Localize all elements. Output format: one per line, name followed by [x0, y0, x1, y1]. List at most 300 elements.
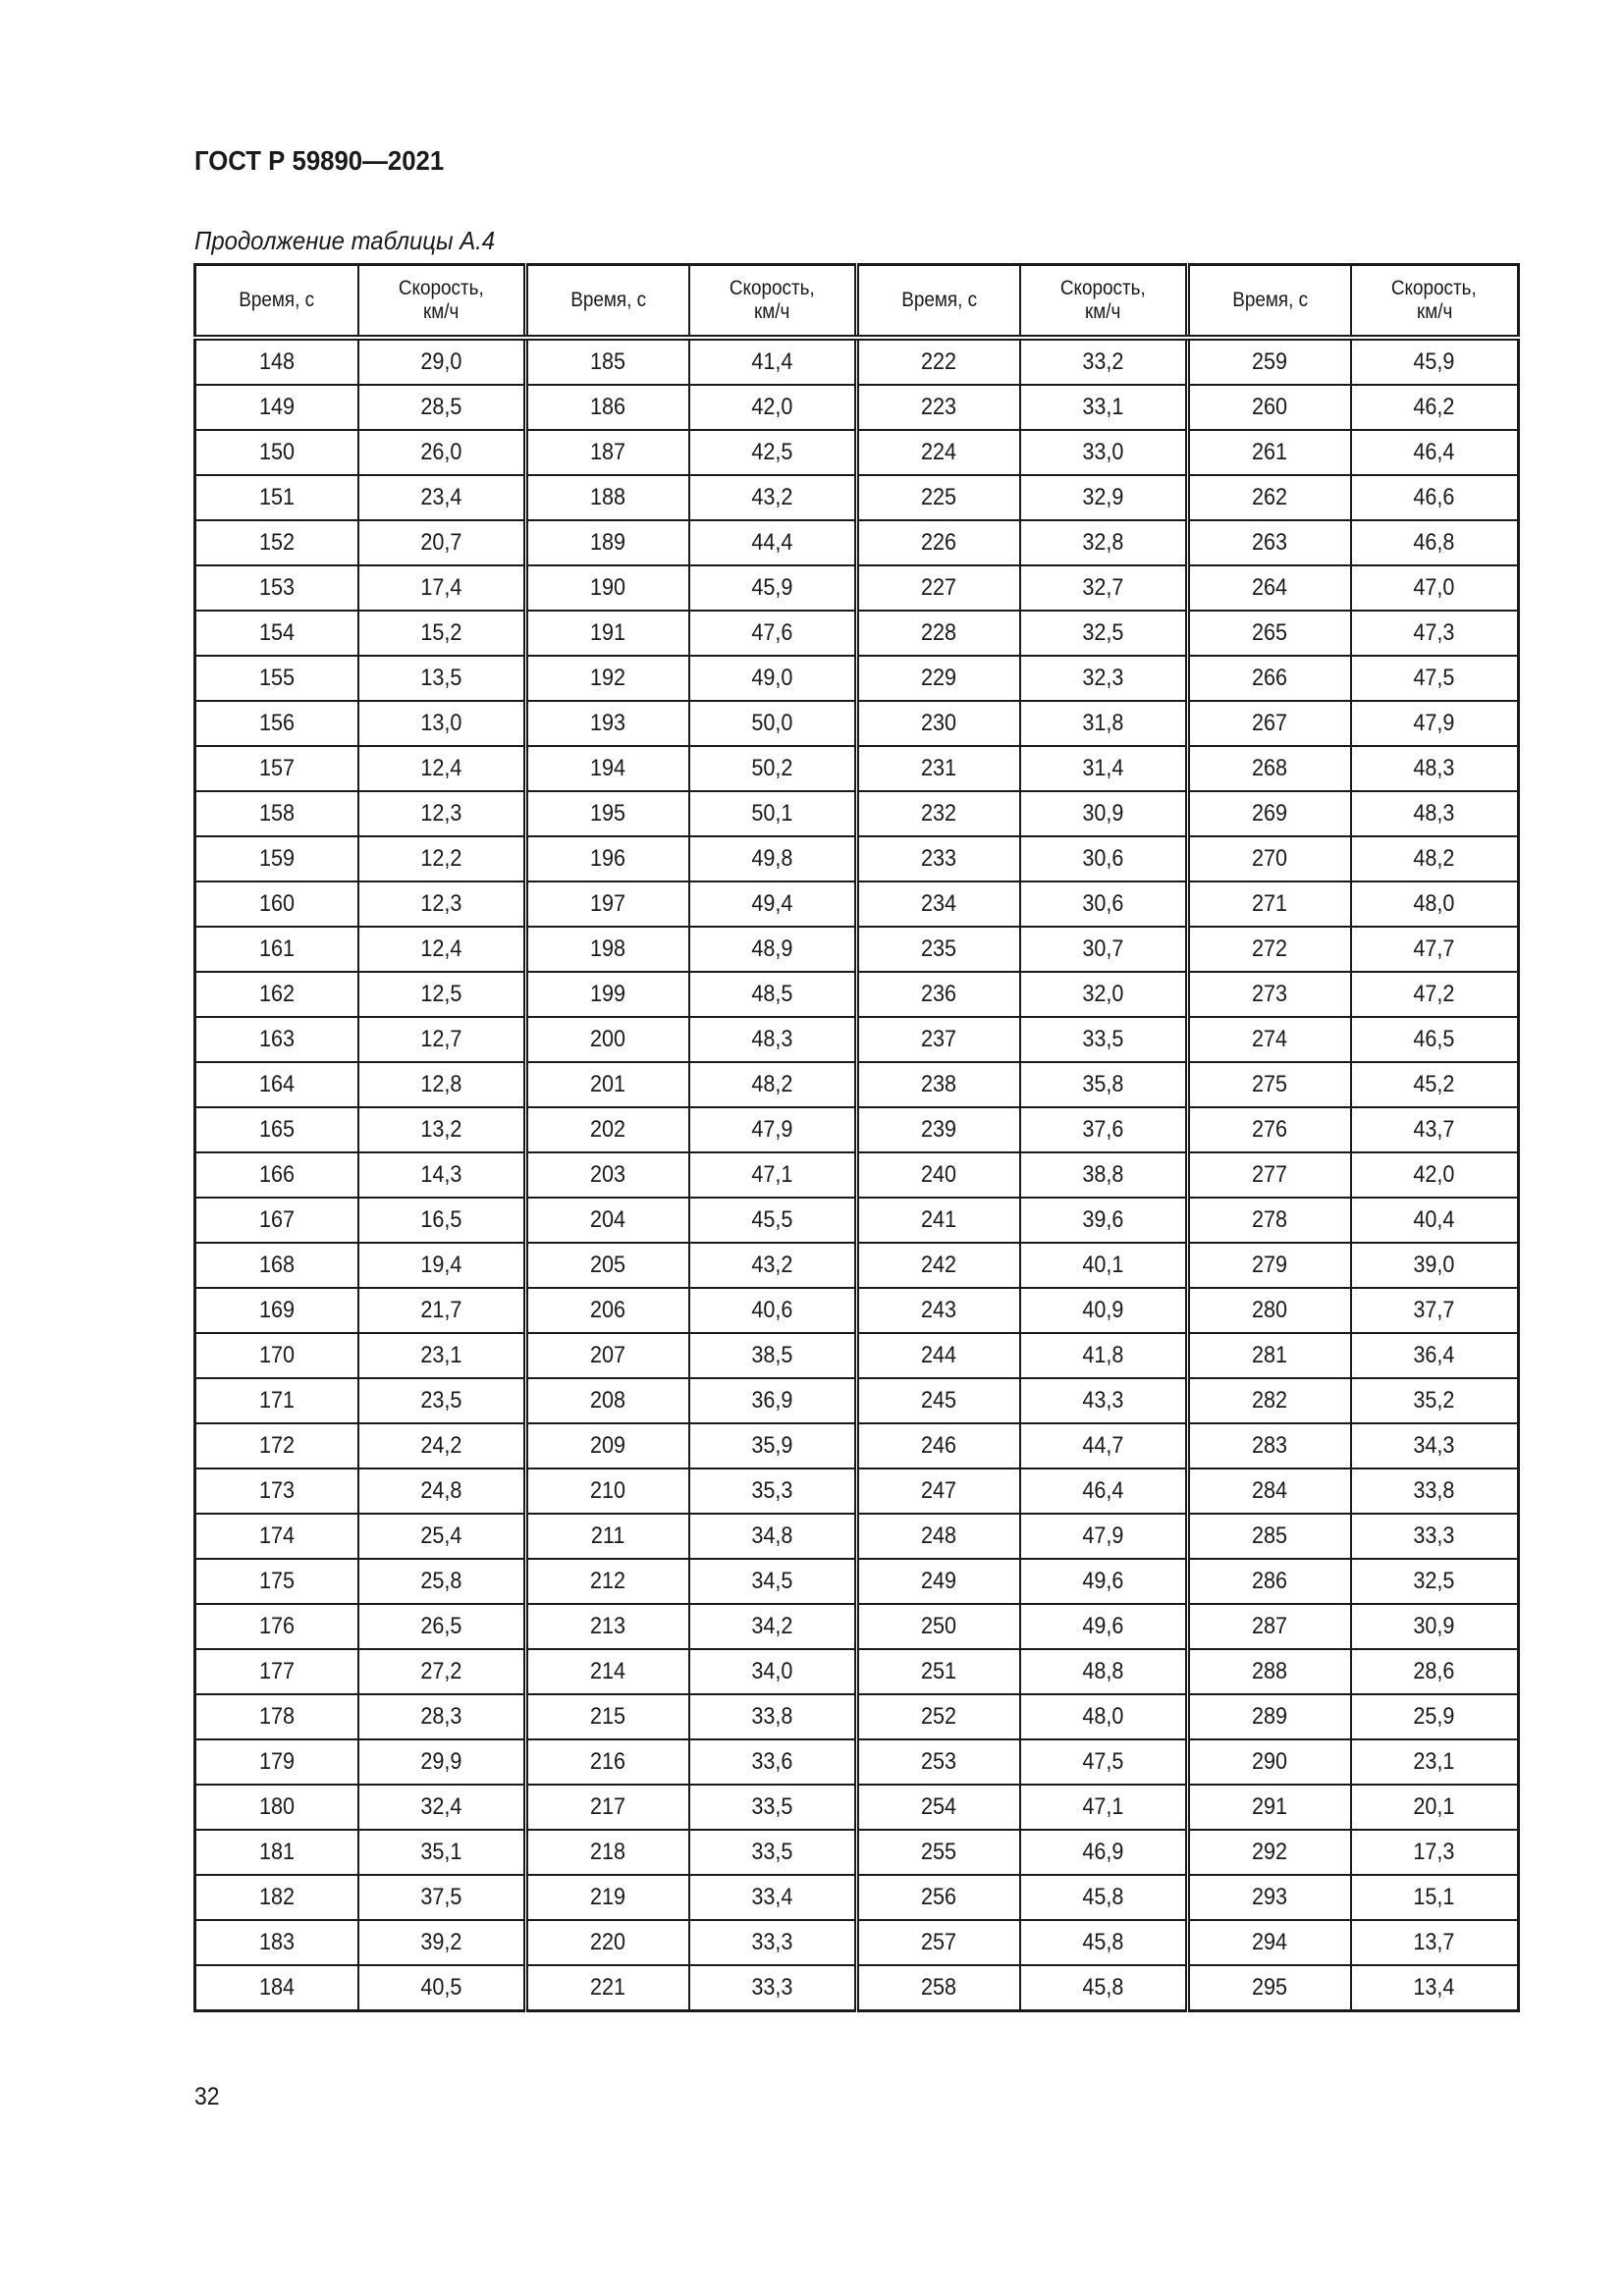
- time-value: 214: [590, 1658, 626, 1684]
- speed-cell: [1351, 1423, 1519, 1468]
- table-row: [195, 1830, 1519, 1875]
- speed-cell: [689, 836, 857, 881]
- speed-value: 48,3: [751, 1026, 793, 1052]
- time-value: 165: [258, 1116, 295, 1143]
- header-speed: [358, 265, 526, 339]
- time-cell: [526, 972, 689, 1017]
- time-cell: [526, 927, 689, 972]
- speed-cell: [1020, 1152, 1188, 1198]
- speed-value: 49,6: [1082, 1568, 1124, 1594]
- speed-cell: [358, 1198, 526, 1243]
- time-value: 237: [921, 1026, 957, 1052]
- speed-cell: [1351, 1514, 1519, 1559]
- speed-cell: [689, 1739, 857, 1785]
- time-value: 250: [921, 1613, 957, 1639]
- time-value: 247: [921, 1477, 957, 1504]
- time-value: 204: [590, 1206, 626, 1233]
- time-cell: [526, 1514, 689, 1559]
- time-cell: [526, 1288, 689, 1333]
- time-cell: [195, 656, 358, 701]
- speed-value: 33,6: [751, 1748, 793, 1775]
- time-value: 248: [921, 1522, 957, 1549]
- speed-value: 38,5: [751, 1342, 793, 1368]
- time-cell: [857, 927, 1020, 972]
- speed-cell: [358, 1333, 526, 1378]
- speed-value: 40,4: [1413, 1206, 1455, 1233]
- time-value: 254: [921, 1793, 957, 1820]
- speed-value: 47,5: [1413, 665, 1455, 691]
- speed-value: 48,3: [1413, 800, 1455, 827]
- speed-cell: [689, 1243, 857, 1288]
- time-value: 171: [258, 1387, 295, 1414]
- time-cell: [195, 701, 358, 746]
- speed-cell: [689, 881, 857, 927]
- speed-cell: [689, 1965, 857, 2011]
- speed-cell: [1351, 836, 1519, 881]
- speed-value: 32,5: [1413, 1568, 1455, 1594]
- time-value: 203: [590, 1161, 626, 1188]
- speed-value: 35,8: [1082, 1071, 1124, 1097]
- speed-cell: [689, 791, 857, 836]
- speed-value: 35,1: [420, 1839, 462, 1865]
- time-cell: [195, 565, 358, 611]
- table-row: [195, 791, 1519, 836]
- speed-cell: [689, 1514, 857, 1559]
- header-time-label: Время, с: [569, 289, 646, 311]
- time-cell: [195, 1920, 358, 1965]
- time-value: 240: [921, 1161, 957, 1188]
- header-time-label: Время, с: [900, 289, 977, 311]
- time-value: 235: [921, 935, 957, 962]
- time-value: 255: [921, 1839, 957, 1865]
- time-cell: [857, 1378, 1020, 1423]
- time-value: 252: [921, 1703, 957, 1730]
- table-row: [195, 1423, 1519, 1468]
- time-cell: [195, 1333, 358, 1378]
- speed-cell: [689, 1785, 857, 1830]
- time-value: 241: [921, 1206, 957, 1233]
- speed-cell: [1351, 1107, 1519, 1152]
- time-value: 161: [258, 935, 295, 962]
- time-cell: [195, 1198, 358, 1243]
- time-value: 267: [1252, 710, 1288, 736]
- speed-value: 39,6: [1082, 1206, 1124, 1233]
- speed-value: 47,2: [1413, 981, 1455, 1007]
- speed-cell: [689, 972, 857, 1017]
- speed-cell: [689, 1559, 857, 1604]
- speed-value: 12,4: [420, 755, 462, 781]
- speed-cell: [1020, 1468, 1188, 1514]
- speed-value: 13,4: [1413, 1974, 1455, 2001]
- speed-value: 13,5: [420, 665, 462, 691]
- speed-value: 30,9: [1413, 1613, 1455, 1639]
- time-cell: [526, 1062, 689, 1107]
- speed-cell: [689, 1152, 857, 1198]
- speed-cell: [1020, 1739, 1188, 1785]
- speed-cell: [689, 1423, 857, 1468]
- speed-value: 17,3: [1413, 1839, 1455, 1865]
- time-cell: [195, 1468, 358, 1514]
- time-value: 243: [921, 1297, 957, 1323]
- time-cell: [857, 1785, 1020, 1830]
- speed-value: 46,2: [1413, 394, 1455, 420]
- time-cell: [526, 836, 689, 881]
- time-value: 278: [1252, 1206, 1288, 1233]
- time-cell: [526, 1830, 689, 1875]
- time-cell: [1188, 701, 1351, 746]
- time-value: 164: [258, 1071, 295, 1097]
- header-speed-unit: км/ч: [754, 300, 790, 323]
- speed-cell: [1351, 1243, 1519, 1288]
- speed-cell: [358, 1739, 526, 1785]
- speed-value: 25,9: [1413, 1703, 1455, 1730]
- speed-cell: [1351, 656, 1519, 701]
- time-value: 281: [1252, 1342, 1288, 1368]
- time-value: 262: [1252, 484, 1288, 510]
- time-cell: [195, 1649, 358, 1694]
- time-value: 225: [921, 484, 957, 510]
- time-value: 232: [921, 800, 957, 827]
- speed-cell: [1351, 1920, 1519, 1965]
- table-row: [195, 565, 1519, 611]
- speed-cell: [689, 701, 857, 746]
- time-value: 249: [921, 1568, 957, 1594]
- time-value: 273: [1252, 981, 1288, 1007]
- time-cell: [857, 656, 1020, 701]
- speed-value: 20,7: [420, 529, 462, 556]
- time-cell: [195, 972, 358, 1017]
- time-cell: [1188, 565, 1351, 611]
- time-cell: [1188, 611, 1351, 656]
- time-cell: [1188, 1333, 1351, 1378]
- time-cell: [195, 1378, 358, 1423]
- time-cell: [857, 746, 1020, 791]
- time-value: 295: [1252, 1974, 1288, 2001]
- table-row: [195, 1920, 1519, 1965]
- time-cell: [195, 338, 358, 385]
- speed-value: 39,0: [1413, 1252, 1455, 1278]
- time-value: 245: [921, 1387, 957, 1414]
- speed-value: 42,5: [751, 439, 793, 465]
- speed-value: 23,4: [420, 484, 462, 510]
- time-value: 283: [1252, 1432, 1288, 1459]
- time-cell: [526, 1468, 689, 1514]
- header-speed-unit: км/ч: [423, 300, 460, 323]
- time-value: 177: [258, 1658, 295, 1684]
- time-value: 175: [258, 1568, 295, 1594]
- speed-value: 14,3: [420, 1161, 462, 1188]
- speed-value: 48,0: [1413, 890, 1455, 917]
- speed-cell: [1351, 881, 1519, 927]
- time-cell: [195, 791, 358, 836]
- speed-value: 47,9: [1413, 710, 1455, 736]
- time-cell: [526, 1107, 689, 1152]
- time-value: 286: [1252, 1568, 1288, 1594]
- time-cell: [526, 1785, 689, 1830]
- speed-value: 12,7: [420, 1026, 462, 1052]
- time-cell: [526, 1965, 689, 2011]
- speed-cell: [1351, 791, 1519, 836]
- speed-cell: [358, 611, 526, 656]
- time-cell: [195, 1152, 358, 1198]
- time-value: 291: [1252, 1793, 1288, 1820]
- speed-value: 12,5: [420, 981, 462, 1007]
- table-row: [195, 1152, 1519, 1198]
- table-row: [195, 881, 1519, 927]
- time-value: 155: [258, 665, 295, 691]
- speed-cell: [1351, 1739, 1519, 1785]
- time-cell: [526, 1152, 689, 1198]
- speed-value: 48,3: [1413, 755, 1455, 781]
- speed-cell: [689, 746, 857, 791]
- speed-value: 29,9: [420, 1748, 462, 1775]
- speed-cell: [1020, 1649, 1188, 1694]
- speed-value: 49,8: [751, 845, 793, 872]
- speed-cell: [689, 1107, 857, 1152]
- speed-cell: [358, 1152, 526, 1198]
- time-cell: [1188, 385, 1351, 430]
- time-cell: [857, 972, 1020, 1017]
- speed-cell: [358, 1830, 526, 1875]
- speed-value: 33,5: [1082, 1026, 1124, 1052]
- time-value: 212: [590, 1568, 626, 1594]
- time-value: 154: [258, 619, 295, 646]
- time-value: 163: [258, 1026, 295, 1052]
- speed-cell: [689, 1378, 857, 1423]
- speed-value: 48,9: [751, 935, 793, 962]
- time-value: 201: [590, 1071, 626, 1097]
- speed-value: 41,8: [1082, 1342, 1124, 1368]
- speed-value: 42,0: [751, 394, 793, 420]
- speed-cell: [1351, 1694, 1519, 1739]
- speed-cell: [358, 1468, 526, 1514]
- time-cell: [1188, 836, 1351, 881]
- time-cell: [857, 881, 1020, 927]
- speed-value: 33,5: [751, 1839, 793, 1865]
- time-cell: [526, 1333, 689, 1378]
- time-value: 179: [258, 1748, 295, 1775]
- speed-cell: [689, 1649, 857, 1694]
- speed-value: 33,2: [1082, 348, 1124, 375]
- speed-cell: [1351, 927, 1519, 972]
- speed-value: 43,2: [751, 484, 793, 510]
- speed-value: 28,3: [420, 1703, 462, 1730]
- time-cell: [1188, 972, 1351, 1017]
- speed-cell: [1020, 1288, 1188, 1333]
- table-row: [195, 1378, 1519, 1423]
- speed-value: 30,7: [1082, 935, 1124, 962]
- time-value: 156: [258, 710, 295, 736]
- time-value: 292: [1252, 1839, 1288, 1865]
- header-time-label: Время, с: [1231, 289, 1308, 311]
- speed-cell: [1020, 520, 1188, 565]
- speed-value: 45,9: [751, 574, 793, 601]
- time-value: 246: [921, 1432, 957, 1459]
- speed-cell: [358, 1017, 526, 1062]
- speed-value: 40,5: [420, 1974, 462, 2001]
- time-cell: [195, 1694, 358, 1739]
- time-cell: [526, 1378, 689, 1423]
- speed-cell: [689, 1830, 857, 1875]
- time-value: 148: [258, 348, 295, 375]
- time-value: 194: [590, 755, 626, 781]
- table-row: [195, 656, 1519, 701]
- time-cell: [1188, 1423, 1351, 1468]
- speed-value: 50,0: [751, 710, 793, 736]
- time-cell: [526, 1198, 689, 1243]
- time-value: 230: [921, 710, 957, 736]
- time-value: 183: [258, 1929, 295, 1955]
- time-cell: [195, 430, 358, 475]
- time-cell: [857, 1333, 1020, 1378]
- speed-cell: [358, 1875, 526, 1920]
- time-cell: [857, 1198, 1020, 1243]
- time-value: 287: [1252, 1613, 1288, 1639]
- header-speed-label: Скорость,: [729, 277, 815, 299]
- speed-cell: [1351, 746, 1519, 791]
- time-value: 166: [258, 1161, 295, 1188]
- time-value: 178: [258, 1703, 295, 1730]
- speed-value: 33,4: [751, 1884, 793, 1910]
- time-cell: [857, 1830, 1020, 1875]
- speed-value: 48,2: [751, 1071, 793, 1097]
- speed-cell: [1351, 1152, 1519, 1198]
- speed-value: 35,2: [1413, 1387, 1455, 1414]
- speed-value: 41,4: [751, 348, 793, 375]
- time-cell: [195, 385, 358, 430]
- speed-value: 47,5: [1082, 1748, 1124, 1775]
- time-value: 264: [1252, 574, 1288, 601]
- time-cell: [195, 1288, 358, 1333]
- table-row: [195, 701, 1519, 746]
- time-cell: [1188, 1920, 1351, 1965]
- speed-cell: [358, 972, 526, 1017]
- time-value: 244: [921, 1342, 957, 1368]
- time-cell: [857, 1152, 1020, 1198]
- time-value: 213: [590, 1613, 626, 1639]
- speed-cell: [689, 1017, 857, 1062]
- time-value: 200: [590, 1026, 626, 1052]
- time-cell: [1188, 1649, 1351, 1694]
- speed-value: 33,3: [1413, 1522, 1455, 1549]
- time-cell: [1188, 1739, 1351, 1785]
- speed-cell: [1351, 1378, 1519, 1423]
- speed-value: 31,8: [1082, 710, 1124, 736]
- speed-value: 46,5: [1413, 1026, 1455, 1052]
- speed-cell: [358, 836, 526, 881]
- speed-value: 25,4: [420, 1522, 462, 1549]
- speed-value: 46,4: [1413, 439, 1455, 465]
- time-value: 215: [590, 1703, 626, 1730]
- time-value: 280: [1252, 1297, 1288, 1323]
- speed-cell: [358, 1514, 526, 1559]
- speed-value: 46,4: [1082, 1477, 1124, 1504]
- speed-cell: [1351, 338, 1519, 385]
- speed-value: 28,5: [420, 394, 462, 420]
- time-cell: [1188, 656, 1351, 701]
- speed-cell: [358, 1694, 526, 1739]
- speed-value: 48,0: [1082, 1703, 1124, 1730]
- speed-cell: [1351, 1288, 1519, 1333]
- speed-cell: [1351, 1559, 1519, 1604]
- speed-value: 50,1: [751, 800, 793, 827]
- time-value: 223: [921, 394, 957, 420]
- speed-cell: [1020, 385, 1188, 430]
- time-cell: [526, 881, 689, 927]
- time-value: 253: [921, 1748, 957, 1775]
- time-value: 210: [590, 1477, 626, 1504]
- time-cell: [526, 338, 689, 385]
- time-value: 234: [921, 890, 957, 917]
- speed-cell: [1020, 791, 1188, 836]
- table-row: [195, 338, 1519, 385]
- table-row: [195, 430, 1519, 475]
- speed-value: 45,9: [1413, 348, 1455, 375]
- time-value: 160: [258, 890, 295, 917]
- time-cell: [857, 611, 1020, 656]
- time-value: 233: [921, 845, 957, 872]
- time-value: 157: [258, 755, 295, 781]
- time-cell: [195, 927, 358, 972]
- speed-cell: [1020, 746, 1188, 791]
- speed-value: 40,6: [751, 1297, 793, 1323]
- time-value: 174: [258, 1522, 295, 1549]
- time-cell: [857, 520, 1020, 565]
- speed-cell: [1020, 565, 1188, 611]
- time-value: 158: [258, 800, 295, 827]
- speed-cell: [1351, 475, 1519, 520]
- time-value: 236: [921, 981, 957, 1007]
- time-cell: [526, 1017, 689, 1062]
- time-cell: [1188, 430, 1351, 475]
- time-value: 222: [921, 348, 957, 375]
- speed-cell: [1351, 385, 1519, 430]
- table-row: [195, 1062, 1519, 1107]
- time-value: 184: [258, 1974, 295, 2001]
- speed-value: 36,4: [1413, 1342, 1455, 1368]
- speed-cell: [689, 927, 857, 972]
- speed-value: 42,0: [1413, 1161, 1455, 1188]
- speed-value: 17,4: [420, 574, 462, 601]
- speed-cell: [358, 1965, 526, 2011]
- time-cell: [1188, 1785, 1351, 1830]
- table-row: [195, 611, 1519, 656]
- time-value: 167: [258, 1206, 295, 1233]
- speed-value: 35,9: [751, 1432, 793, 1459]
- speed-value: 33,3: [751, 1929, 793, 1955]
- speed-cell: [689, 1333, 857, 1378]
- time-value: 159: [258, 845, 295, 872]
- time-value: 266: [1252, 665, 1288, 691]
- time-value: 261: [1252, 439, 1288, 465]
- table-row: [195, 1017, 1519, 1062]
- speed-cell: [689, 475, 857, 520]
- speed-value: 45,2: [1413, 1071, 1455, 1097]
- time-cell: [857, 1559, 1020, 1604]
- speed-cell: [358, 1378, 526, 1423]
- time-cell: [857, 338, 1020, 385]
- speed-value: 47,9: [751, 1116, 793, 1143]
- time-cell: [1188, 338, 1351, 385]
- speed-cell: [358, 1604, 526, 1649]
- time-cell: [526, 1694, 689, 1739]
- time-value: 216: [590, 1748, 626, 1775]
- time-value: 162: [258, 981, 295, 1007]
- time-value: 150: [258, 439, 295, 465]
- time-value: 263: [1252, 529, 1288, 556]
- table-row: [195, 1514, 1519, 1559]
- table-row: [195, 475, 1519, 520]
